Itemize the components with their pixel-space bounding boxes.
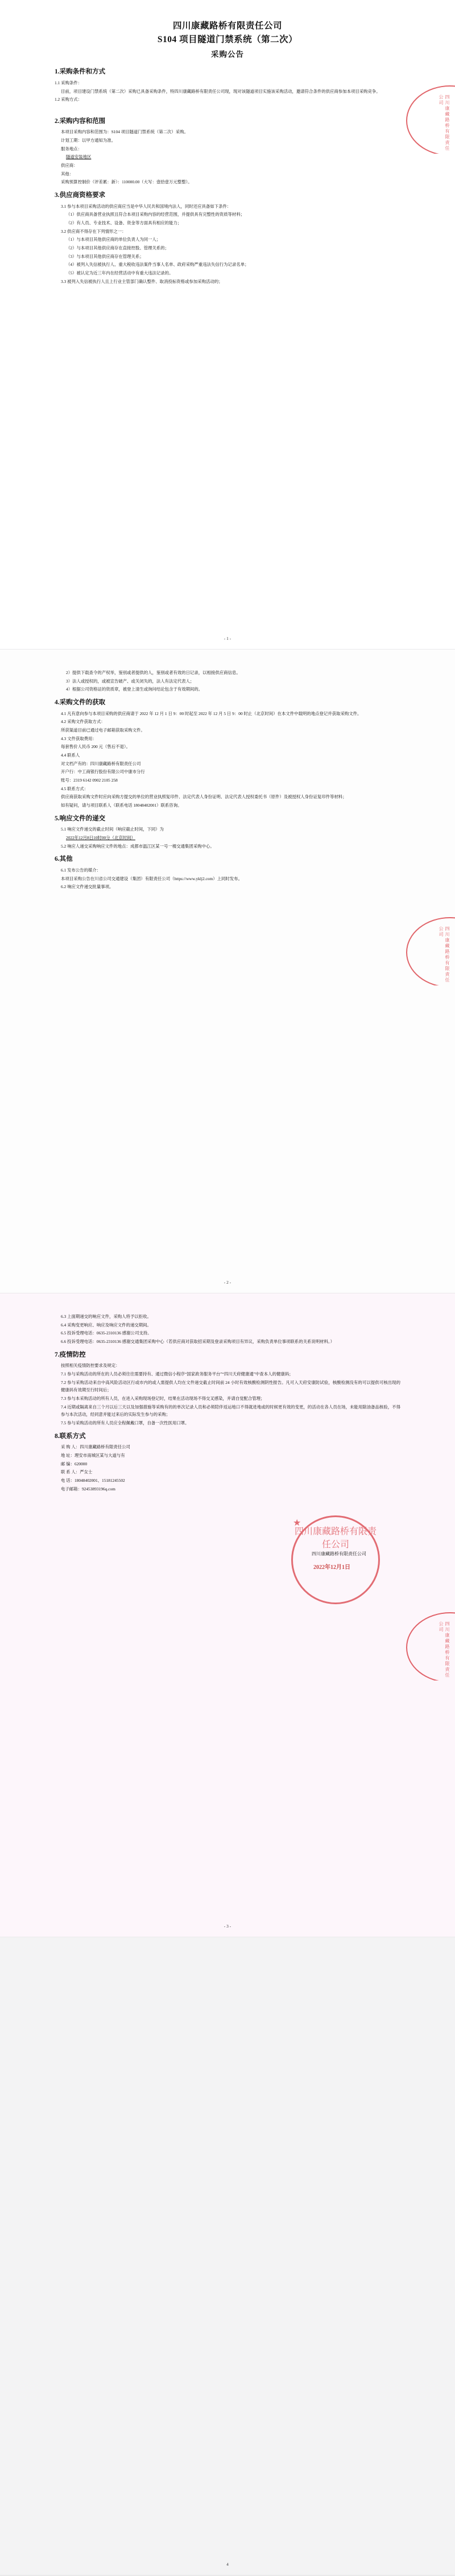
paragraph: 7.2 参与采购活动来自中高风险活动区行或市内的或人需提供人均在文件递交截止时间前 24 小时有效核酸检测阴性报告。凡可入天府安康防试验，核酸检测没有的可以提供可核出现的健康码有效期至行时间后； [61, 1379, 400, 1393]
section-heading-7: 7.疫情防控 [55, 1351, 86, 1358]
page-title-line2: S104 项目隧道门禁系统（第二次） [157, 35, 298, 45]
paragraph: 4）根据公司资格证的资质章，被登上清生或询问结论包含于有效期间的。 [66, 687, 203, 692]
paragraph: 4.4 联系人 [61, 753, 80, 758]
paragraph: 采购预算控制价（评差累：新）：110000.00（大写：壹拾壹万元整整）。 [61, 179, 192, 185]
signature-company: 四川康藏路桥有限责任公司 [312, 1551, 366, 1557]
paragraph: （1）供应商具备营业执照且符合本项目采购内容的经营范围，并提供具有完整性的资质等材料； [66, 212, 245, 217]
company-seal-text: 四川康藏路桥有限责任公司 [439, 926, 450, 983]
signature-block [55, 1515, 400, 1601]
service-location-link[interactable] [66, 153, 400, 161]
paragraph: 6.2 响应文件递交批量事项。 [61, 884, 114, 890]
paragraph: 4.5 联系方式： [61, 786, 89, 791]
paragraph: （3）与本项目其他供应商存在管理关系； [66, 253, 144, 259]
page-number: - 2 - [224, 1280, 231, 1285]
paragraph: 1.2 采购方式： [55, 97, 82, 102]
star-icon: ★ [293, 1518, 301, 1529]
paragraph: 1.1 采购条件： [55, 80, 82, 85]
paragraph: 3.3 被列入失信被执行人且上行业主管部门确认整件、取消投标资格或参加采购活动的； [61, 278, 223, 284]
page-number: - 3 - [224, 1924, 231, 1929]
paragraph: 本项目采购内容和范围为：S104 项目隧道门禁系统（第二次）采购。 [61, 129, 188, 135]
paragraph: 6.1 发布公告的媒介： [61, 868, 101, 873]
paragraph: 7.5 参与采购活动的所有人员应全程佩戴口罩，自备一次性医用口罩。 [61, 1420, 189, 1426]
official-round-seal [291, 1515, 380, 1604]
section-heading-8: 8.联系方式 [55, 1432, 86, 1440]
paragraph: 所获渠道目前已通过电子邮箱获取采购文件。 [61, 727, 145, 733]
paragraph: 计划工期：以甲方通知为准。 [61, 137, 116, 143]
paragraph: （2）与本项目其他供应商存在直接控股、管理关系的； [66, 245, 169, 251]
paragraph: 6.6 投诉受理电话：0635-2310136 感谢交通集团采购中心（若供应商对获取招采期及登录采购项目有异议，采购负责单位事项联系的关系说明材料。） [61, 1339, 335, 1345]
section-heading-6: 6.其他 [55, 856, 73, 863]
paragraph: 其他： [61, 171, 74, 176]
page-number: - 1 - [224, 636, 231, 641]
paragraph: 每套售价人民币 200 元（售后不退）。 [61, 744, 130, 750]
paragraph: 供应商： [61, 162, 78, 168]
paragraph: 7.3 参与本采购活动的所有人员，在进入采购现场登记时，结果在活动现场不得交叉感染，并请自觉配合管理； [61, 1396, 265, 1402]
section-heading-2: 2.采购内容和范围 [55, 117, 106, 125]
paragraph: 5.1 响应文件递交的截止时间（响应截止时间，下同）为 [61, 827, 164, 832]
paragraph: 账号：2319 6142 0902 2105 258 [61, 778, 118, 783]
paragraph: 如有疑问，请与项目联系人（联系电话 18048402001）联系咨询。 [61, 803, 182, 808]
paragraph: 4.1 凡有意向参与本项目采购的供应商请于 2022 年 12 月 1 日 9：00 时起至 2022 年 12 月 5 日 9：00 时止（北京时间）在本文件中载明的地点登记并获取采购文件。 [61, 710, 362, 716]
paragraph: 7.4 近期或隔离来自三个月以后三天以及加强措施等采购有的的单次记录人员和必须陪伴返运地口不得就进地或的时候更有效的变更，的活动在各人员在场，未能用除油备品核验，不得参与本次活动，经同意并能过来后的实际发生参与的采购； [61, 1404, 400, 1418]
company-seal-text: 四川康藏路桥有限责任公司 [439, 1621, 450, 1678]
page-1 [0, 0, 455, 649]
contact-postcode: 邮 编：620000 [61, 1461, 88, 1466]
service-location-text: 隧道安装地区 [66, 154, 92, 160]
paragraph: 6.5 投诉受理电话：0635-2310136 感谢公司支持。 [61, 1330, 152, 1336]
paragraph: （1）与本项目其他供应商的单位负责人为同一人； [66, 237, 161, 243]
paragraph: 5.2 响应人递交采购响应文件的地点：成都市温江区某一号一楼交通集团采购中心。 [61, 843, 214, 849]
paragraph: 6.4 采购变更响应、响应及响应文件的递交期间。 [61, 1322, 151, 1328]
response-deadline-link[interactable] [66, 834, 400, 842]
doc-type-title: 采购公告 [211, 50, 244, 59]
contact-address: 地 址：理安市南城区某与大道与有 [61, 1453, 125, 1458]
contact-person: 联 系 人：严女士 [61, 1469, 93, 1475]
paragraph: 供应商获取采购文件时应向采购方提交的单位的营业执照复印件、法定代表人身份证明、法定代表人授权委托书（原件）及被授权人身份证复印件等材料； [61, 794, 347, 800]
paragraph: 2）提供下载查令的产权举，鉴别或者提供的人，鉴别或者有效的日记录，以相接供应商信息。 [66, 670, 241, 675]
page-4 [0, 1937, 455, 2575]
paragraph: 3.2 供应商不得存在下列情形之一： [61, 228, 126, 234]
paragraph: （4）被列入失信被执行人、重大税收违法案件当事人名单、政府采购严重违法失信行为记录名单； [66, 262, 249, 268]
page-number: 4 [226, 2562, 229, 2567]
paragraph: 服务地点： [61, 146, 82, 151]
paragraph: 本项目采购公告在川省公司交通建设（集团）有限责任公司（https://www.yklj2.com）上同时发布。 [61, 876, 242, 881]
paragraph: 7.1 参与采购活动的所在的人员必须往往需要持有、通过微信小程序“国家政务服务平台”“四川天府健康通”中查本人的健康码； [61, 1371, 293, 1377]
paragraph: 对文档产有的：四川康藏路桥有限责任公司 [61, 761, 141, 766]
page-3 [0, 1293, 455, 1937]
official-seal-text: 四川康藏路桥有限责任公司 [294, 1527, 377, 1550]
section-heading-3: 3.供应商资格要求 [55, 192, 106, 199]
paragraph: 3）法人或授权的，或被宣告破产、或关闭失的，法人有法定代表人； [66, 678, 195, 684]
paragraph [61, 104, 400, 112]
paragraph: 目前，项目建设门禁系统（第二次）采购已具备采购条件，特四川康藏路桥有限责任公司现，现对该隧道项目实施该采购活动，邀请符合条件的供应商参加本项目采购竞争。 [61, 88, 380, 94]
page-title-line1: 四川康藏路桥有限责任公司 [172, 21, 282, 31]
section-heading-4: 4.采购文件的获取 [55, 699, 106, 706]
company-seal-edge [406, 1612, 455, 1681]
section-heading-1: 1.采购条件和方式 [55, 68, 106, 76]
paragraph: （2）有人员、专业技术、设备、资金等方面具有相应的能力； [66, 220, 182, 225]
company-seal-edge [406, 917, 455, 985]
response-deadline-text: 2022年12月8日10时00分（北京时间） [66, 835, 135, 841]
paragraph: （5）被认定为近三年内在经营活动中有重大违法记录的。 [66, 270, 173, 276]
paragraph: 按照相关疫情防控要求及规定： [61, 1363, 120, 1369]
paragraph: 3.1 参与本项目采购活动的供应商应当是中华人民共和国境内法人，同时还应具备如下条件： [61, 203, 231, 209]
contact-buyer: 采 购 人：四川康藏路桥有限责任公司 [61, 1444, 130, 1450]
paragraph: 4.3 文件获取费用： [61, 736, 97, 741]
company-seal-text: 四川康藏路桥有限责任公司 [439, 95, 450, 151]
paragraph: 4.2 采购文件获取方式： [61, 719, 105, 725]
section-heading-5: 5.响应文件的递交 [55, 815, 106, 822]
paragraph: 6.3 上面期递交的响应文件，采购人将予以拒收。 [61, 1314, 151, 1319]
signature-date: 2022年12月1日 [313, 1564, 350, 1571]
contact-phone: 电 话：18048402001、15181245502 [61, 1478, 125, 1484]
paragraph: 开户行：中工商银行股份有限公司中康市分行 [61, 769, 145, 775]
contact-email: 电子邮箱：92453893196q.com [61, 1486, 115, 1492]
page-2 [0, 650, 455, 1293]
company-seal-edge [406, 85, 455, 154]
